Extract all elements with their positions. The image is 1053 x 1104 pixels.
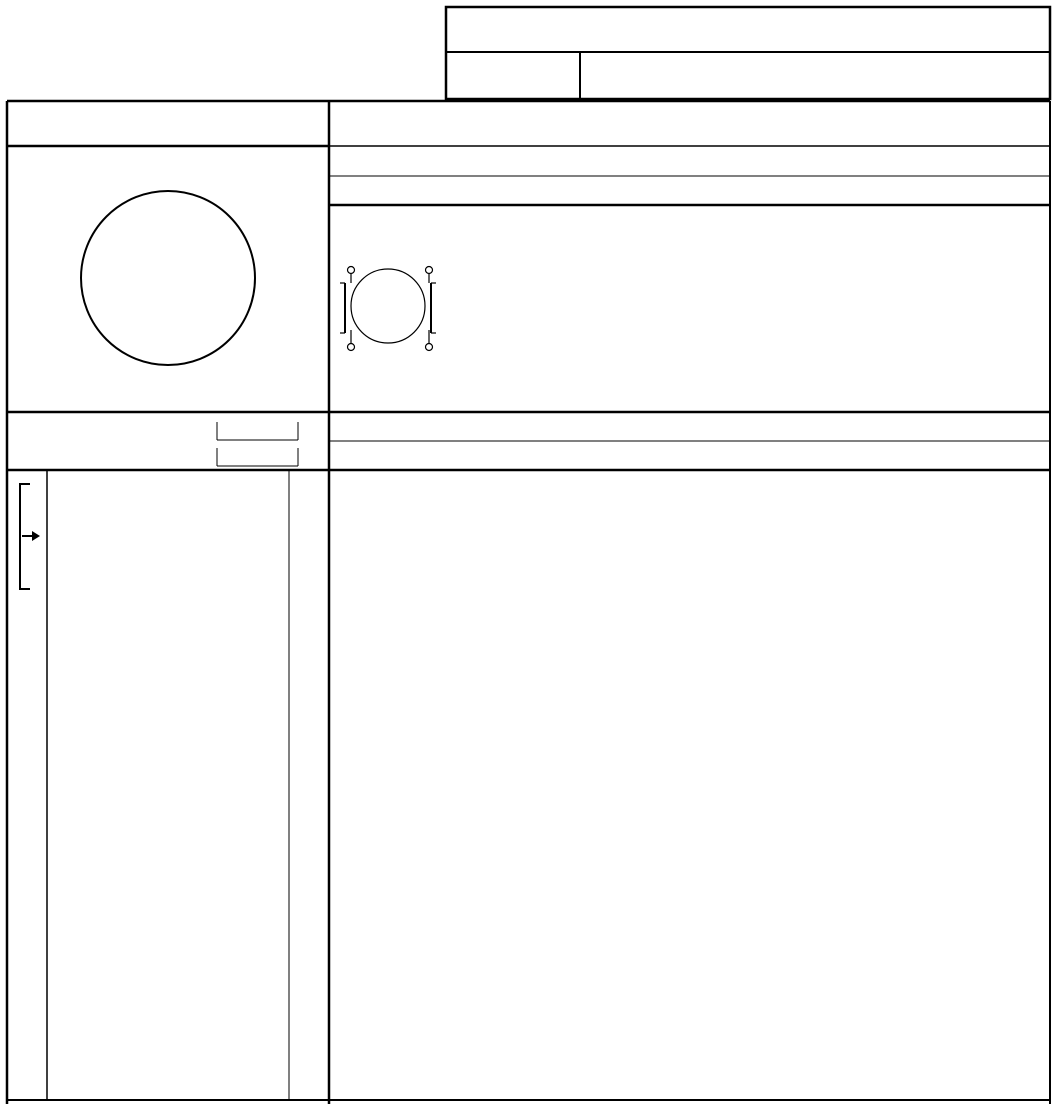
contact-schematic (340, 267, 436, 351)
